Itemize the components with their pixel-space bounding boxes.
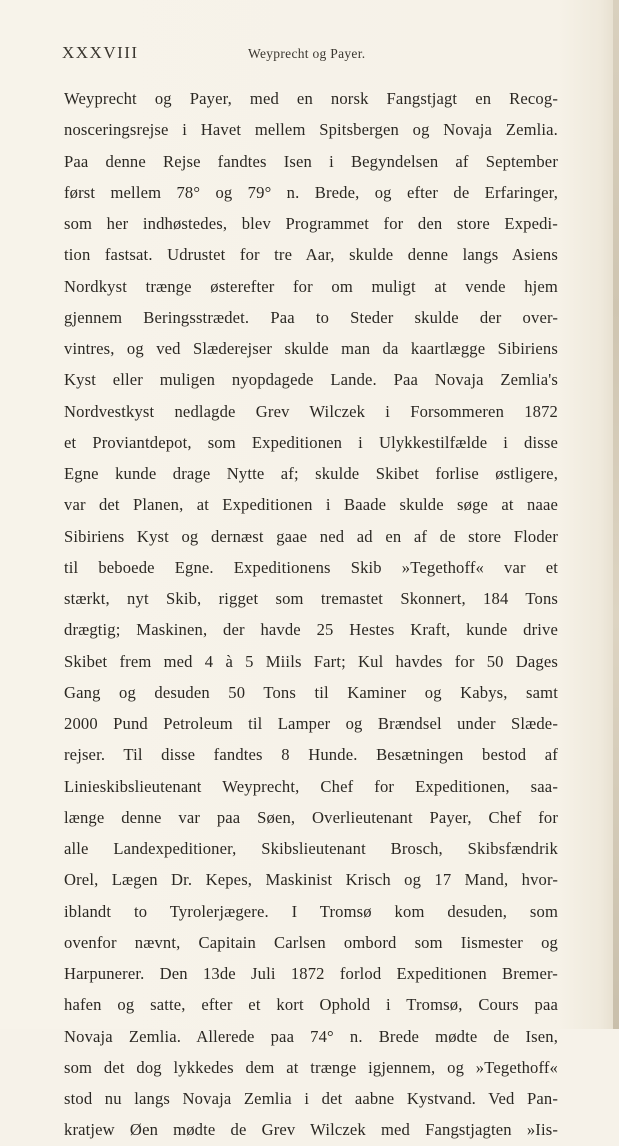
text-line: Orel, Lægen Dr. Kepes, Maskinist Krisch og 17 Mand, hvor- bbox=[64, 870, 558, 890]
text-line: Nordkyst trænge østerefter for om muligt at vende hjem bbox=[64, 276, 558, 296]
text-line: til beboede Egne. Expeditionens Skib »Tegethoff« var et bbox=[64, 557, 558, 577]
body-text bbox=[64, 83, 558, 1146]
text-line: som det dog lykkedes dem at trænge igjennem, og »Tegethoff« bbox=[64, 1057, 558, 1077]
text-line: Linieskibslieutenant Weyprecht, Chef for Expeditionen, saa- bbox=[64, 776, 558, 796]
text-line: Kyst eller muligen nyopdagede Lande. Paa Novaja Zemlia's bbox=[64, 370, 558, 390]
text-line: rejser. Til disse fandtes 8 Hunde. Besætningen bestod af bbox=[64, 745, 558, 765]
text-line: iblandt to Tyrolerjægere. I Tromsø kom desuden, som bbox=[64, 901, 558, 921]
text-line: stod nu langs Novaja Zemlia i det aabne Kystvand. Ved Pan- bbox=[64, 1089, 558, 1108]
text-line: hafen og satte, efter et kort Ophold i Tromsø, Cours paa bbox=[64, 995, 558, 1015]
text-line: drægtig; Maskinen, der havde 25 Hestes Kraft, kunde drive bbox=[64, 620, 558, 640]
text-line: alle Landexpeditioner, Skibslieutenant Brosch, Skibsfændrik bbox=[64, 839, 558, 858]
text-line: Weyprecht og Payer, med en norsk Fangstjagt en Recog- bbox=[64, 89, 558, 108]
text-line: Paa denne Rejse fandtes Isen i Begyndelsen af September bbox=[64, 151, 558, 171]
text-line: Skibet frem med 4 à 5 Miils Fart; Kul havdes for 50 Dages bbox=[64, 651, 558, 671]
page-number: XXXVIII bbox=[62, 43, 139, 62]
text-line: gjennem Beringsstrædet. Paa to Steder skulde der over- bbox=[64, 307, 558, 327]
text-line: Sibiriens Kyst og dernæst gaae ned ad en af de store Floder bbox=[64, 526, 558, 546]
text-line: længe denne var paa Søen, Overlieutenant Payer, Chef for bbox=[64, 807, 558, 827]
text-line: vintres, og ved Slæderejser skulde man da kaartlægge Sibiriens bbox=[64, 339, 558, 358]
text-line: Novaja Zemlia. Allerede paa 74° n. Brede mødte de Isen, bbox=[64, 1026, 558, 1046]
text-line: nosceringsrejse i Havet mellem Spitsbergen og Novaja Zemlia. bbox=[64, 120, 558, 140]
text-line: 2000 Pund Petroleum til Lamper og Brændsel under Slæde- bbox=[64, 714, 558, 733]
running-title: Weyprecht og Payer. bbox=[248, 46, 366, 61]
page-header bbox=[62, 43, 557, 69]
page-edge bbox=[613, 0, 619, 1029]
text-line: som her indhøstedes, blev Programmet for den store Expedi- bbox=[64, 214, 558, 233]
text-line: kratjew Øen mødte de Grev Wilczek med Fangstjagten »Iis- bbox=[64, 1120, 558, 1140]
text-line: Nordvestkyst nedlagde Grev Wilczek i Forsommeren 1872 bbox=[64, 401, 558, 421]
text-line: Gang og desuden 50 Tons til Kaminer og Kabys, samt bbox=[64, 682, 558, 702]
text-line: et Proviantdepot, som Expeditionen i Ulykkestilfælde i disse bbox=[64, 432, 558, 452]
text-line: Egne kunde drage Nytte af; skulde Skibet forlise østligere, bbox=[64, 464, 558, 483]
text-line: stærkt, nyt Skib, rigget som tremastet Skonnert, 184 Tons bbox=[64, 589, 558, 608]
text-line: ovenfor nævnt, Capitain Carlsen ombord som Iismester og bbox=[64, 932, 558, 952]
text-line: var det Planen, at Expeditionen i Baade skulde søge at naae bbox=[64, 495, 558, 515]
text-line: tion fastsat. Udrustet for tre Aar, skulde denne langs Asiens bbox=[64, 245, 558, 265]
text-line: Harpunerer. Den 13de Juli 1872 forlod Expeditionen Bremer- bbox=[64, 964, 558, 983]
text-line: først mellem 78° og 79° n. Brede, og efter de Erfaringer, bbox=[64, 182, 558, 202]
